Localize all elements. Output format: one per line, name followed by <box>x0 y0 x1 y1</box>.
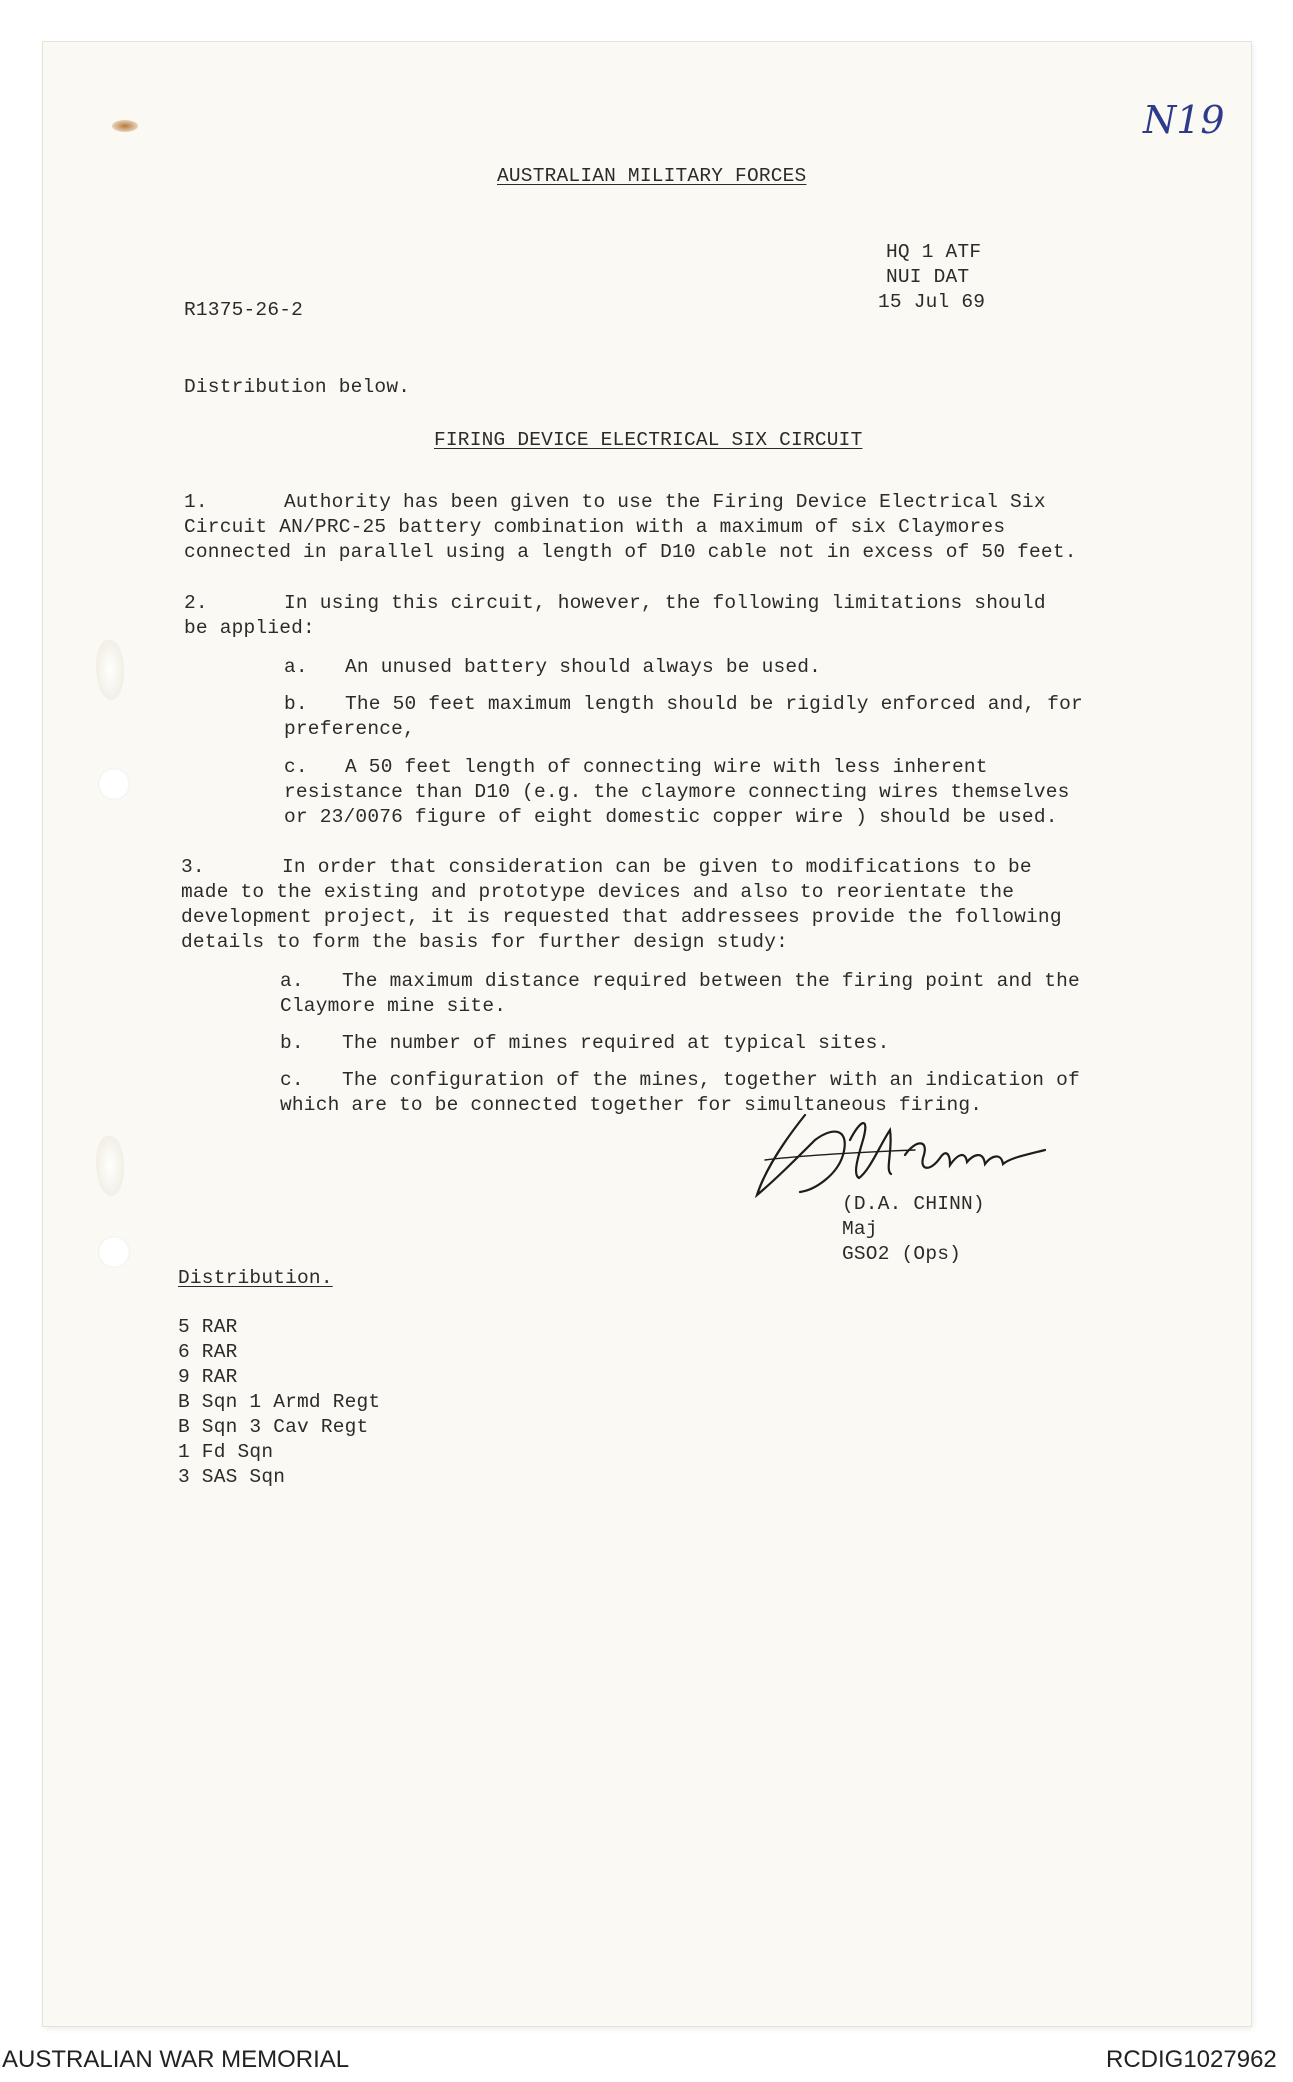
distribution-item: 5 RAR <box>178 1316 238 1338</box>
subparagraph-line: An unused battery should always be used. <box>345 656 822 678</box>
paragraph-line: Authority has been given to use the Firing Device Electrical Six <box>284 491 1046 513</box>
file-reference: R1375-26-2 <box>184 299 304 321</box>
distribution-item: 6 RAR <box>178 1341 238 1363</box>
signatory-appointment: GSO2 (Ops) <box>842 1243 962 1265</box>
paragraph-number: 2. <box>184 592 208 614</box>
document-date: 15 Jul 69 <box>878 291 986 313</box>
distribution-item: 9 RAR <box>178 1366 238 1388</box>
stain-mark <box>112 120 138 132</box>
punch-hole <box>98 1236 130 1268</box>
signatory-rank: Maj <box>842 1218 878 1240</box>
paragraph-line: be applied: <box>184 617 315 639</box>
distribution-item: B Sqn 3 Cav Regt <box>178 1416 369 1438</box>
punch-hole <box>98 768 130 800</box>
subparagraph-label: c. <box>280 1069 304 1091</box>
subparagraph-line: A 50 feet length of connecting wire with less inherent <box>345 756 988 778</box>
subparagraph-line: which are to be connected together for simultaneous firing. <box>280 1094 983 1116</box>
subparagraph-label: a. <box>284 656 308 678</box>
subparagraph-label: a. <box>280 970 304 992</box>
footer-source: AUSTRALIAN WAR MEMORIAL <box>2 2046 350 2073</box>
paper-crease <box>96 1136 124 1196</box>
subparagraph-label: b. <box>280 1032 304 1054</box>
distribution-heading: Distribution. <box>178 1267 333 1289</box>
subparagraph-label: c. <box>284 756 308 778</box>
document-subject: FIRING DEVICE ELECTRICAL SIX CIRCUIT <box>434 429 863 451</box>
subparagraph-line: The maximum distance required between the firing point and the <box>342 970 1080 992</box>
subparagraph-line: The configuration of the mines, together with an indication of <box>342 1069 1080 1091</box>
signatory-name: (D.A. CHINN) <box>842 1193 985 1215</box>
distribution-item: 1 Fd Sqn <box>178 1441 274 1463</box>
paragraph-line: In order that consideration can be given to modifications to be <box>282 856 1032 878</box>
paragraph-number: 3. <box>181 856 205 878</box>
subparagraph-line: The 50 feet maximum length should be rigidly enforced and, for <box>345 693 1083 715</box>
subparagraph-line: preference, <box>284 718 415 740</box>
distribution-item: B Sqn 1 Armd Regt <box>178 1391 381 1413</box>
subparagraph-label: b. <box>284 693 308 715</box>
subparagraph-line: or 23/0076 figure of eight domestic copper wire ) should be used. <box>284 806 1058 828</box>
paragraph-line: In using this circuit, however, the following limitations should <box>284 592 1046 614</box>
paragraph-line: made to the existing and prototype devices and also to reorientate the <box>181 881 1015 903</box>
hq-line-1: HQ 1 ATF <box>886 241 982 263</box>
paragraph-line: development project, it is requested that addressees provide the following <box>181 906 1062 928</box>
subparagraph-line: The number of mines required at typical sites. <box>342 1032 890 1054</box>
paragraph-line: Circuit AN/PRC-25 battery combination with a maximum of six Claymores <box>184 516 1006 538</box>
paragraph-number: 1. <box>184 491 208 513</box>
document-header-title: AUSTRALIAN MILITARY FORCES <box>497 165 807 187</box>
distribution-note: Distribution below. <box>184 376 411 398</box>
paragraph-line: connected in parallel using a length of D10 cable not in excess of 50 feet. <box>184 541 1077 563</box>
footer-identifier: RCDIG1027962 <box>1106 2046 1277 2073</box>
subparagraph-line: Claymore mine site. <box>280 995 507 1017</box>
paper-crease <box>96 640 124 700</box>
paragraph-line: details to form the basis for further design study: <box>181 931 788 953</box>
hq-line-2: NUI DAT <box>886 266 970 288</box>
handwritten-page-number: N19 <box>1143 98 1225 142</box>
subparagraph-line: resistance than D10 (e.g. the claymore connecting wires themselves <box>284 781 1070 803</box>
distribution-item: 3 SAS Sqn <box>178 1466 286 1488</box>
